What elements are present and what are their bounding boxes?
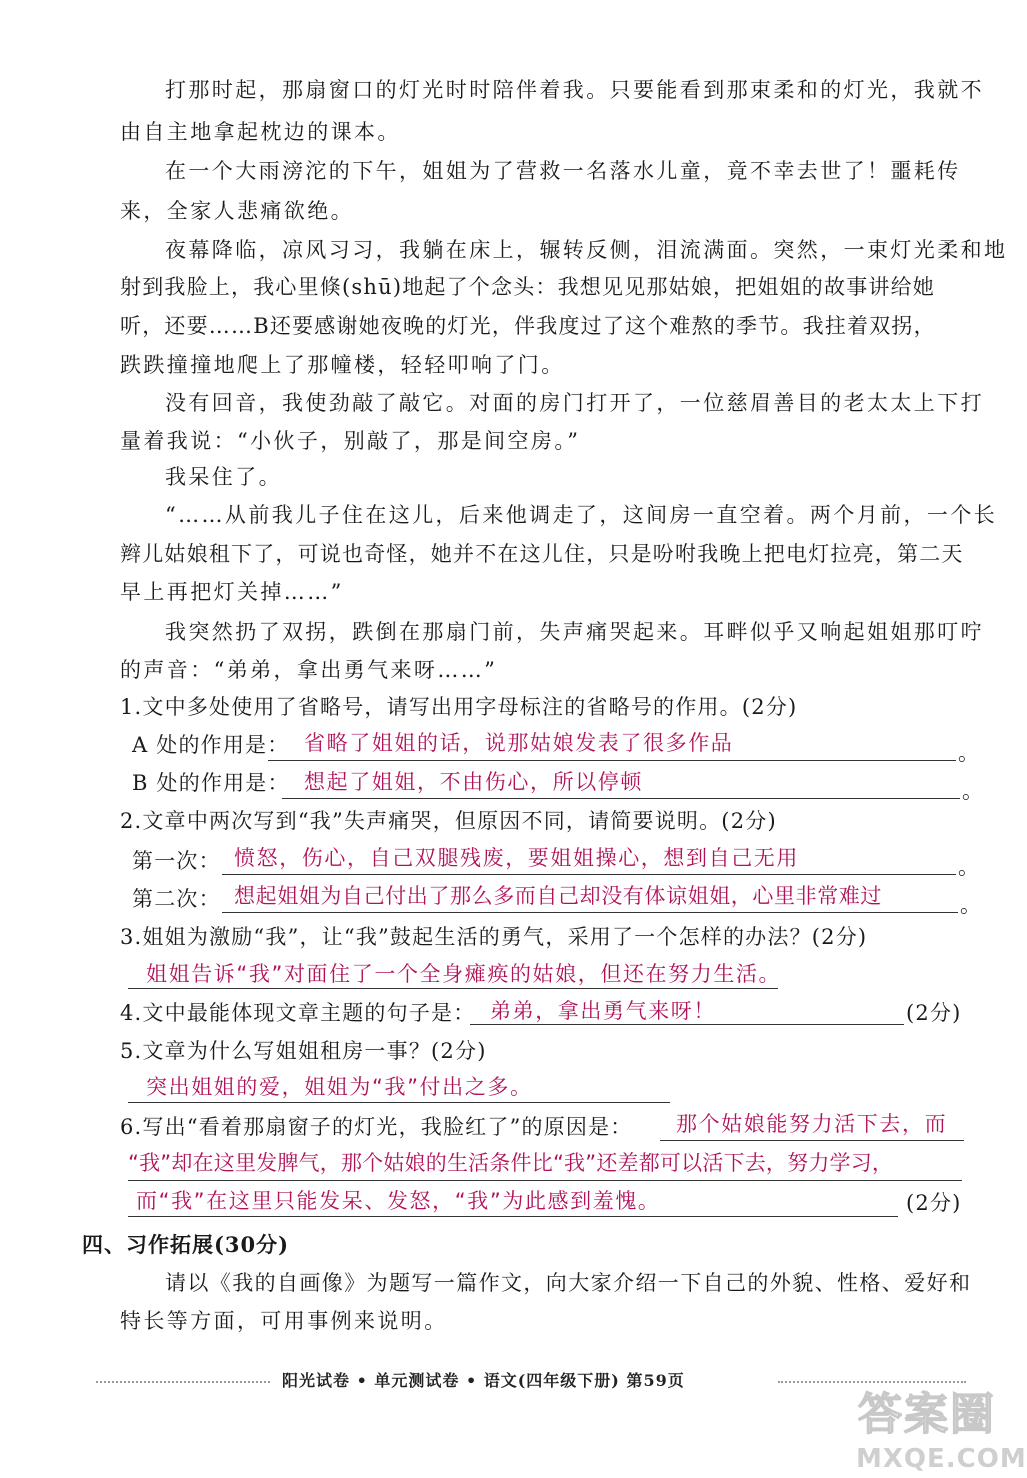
q1-b-underline [282,798,960,799]
watermark-logo: 答案圈 [858,1389,996,1440]
question-4: 4.文中最能体现文章主题的句子是： [120,1001,476,1025]
period-mark: 。 [958,855,982,879]
watermark-url: MXQE.COM [856,1444,1027,1474]
passage-line: “……从前我儿子住在这儿，后来他调走了，这间房一直空着。两个月前，一个长 [165,503,998,527]
passage-line: 听，还要……B还要感谢她夜晚的灯光，伴我度过了这个难熬的季节。我拄着双拐， [120,314,936,338]
q3-underline [128,988,778,989]
passage-line: 我呆住了。 [165,465,282,489]
q4-answer: 弟弟，拿出勇气来呀！ [490,999,716,1023]
q6-score: (2分) [906,1191,962,1215]
q2-second-answer: 想起姐姐为自己付出了那么多而自己却没有体谅姐姐，心里非常难过 [234,884,882,908]
q2-second-underline [222,912,958,913]
q1-b-answer: 想起了姐姐，不由伤心，所以停顿 [304,770,643,794]
passage-line: 打那时起，那扇窗口的灯光时时陪伴着我。只要能看到那束柔和的灯光，我就不 [165,78,984,102]
section-4-heading: 四、习作拓展(30分) [82,1232,290,1257]
q4-score: (2分) [906,1001,962,1025]
period-mark: 。 [960,893,984,917]
q4-underline [470,1024,904,1025]
passage-line: 夜幕降临，凉风习习，我躺在床上，辗转反侧，泪流满面。突然，一束灯光柔和地 [165,238,1008,262]
passage-line: 在一个大雨滂沱的下午，姐姐为了营救一名落水儿童，竟不幸去世了！噩耗传 [165,159,961,183]
passage-line: 量着我说：“小伙子，别敲了，那是间空房。” [120,429,581,453]
q1-a-label: A 处的作用是： [132,733,290,757]
q6-underline-3 [128,1216,898,1217]
q2-first-answer: 愤怒，伤心，自己双腿残废，要姐姐操心，想到自己无用 [234,846,799,870]
passage-line: 早上再把灯关掉……” [120,580,344,604]
section-4-prompt: 特长等方面，可用事例来说明。 [120,1309,448,1333]
question-1: 1.文中多处使用了省略号，请写出用字母标注的省略号的作用。(2分) [120,695,798,719]
question-5: 5.文章为什么写姐姐租房一事？(2分) [120,1039,487,1063]
passage-line: 辫儿姑娘租下了，可说也奇怪，她并不在这儿住，只是吩咐我晚上把电灯拉亮，第二天 [120,542,964,566]
q6-answer-1: 那个姑娘能努力活下去，而 [676,1112,948,1136]
question-3: 3.姐姐为激励“我”，让“我”鼓起生活的勇气，采用了一个怎样的办法？(2分) [120,925,868,949]
passage-line: 跌跌撞撞地爬上了那幢楼，轻轻叩响了门。 [120,353,565,377]
q6-underline-2 [128,1180,962,1181]
passage-line: 没有回音，我使劲敲了敲它。对面的房门打开了，一位慈眉善目的老太太上下打 [165,391,984,415]
passage-line: 的声音：“弟弟，拿出勇气来呀……” [120,658,498,682]
watermark [856,1382,1027,1476]
q1-b-label: B 处的作用是： [132,771,290,795]
q6-answer-3: 而“我”在这里只能发呆、发怒，“我”为此感到羞愧。 [136,1189,661,1213]
q1-a-answer: 省略了姐姐的话，说那姑娘发表了很多作品 [304,731,734,755]
period-mark: 。 [958,741,982,765]
q2-first-underline [222,874,956,875]
question-6: 6.写出“看着那扇窗子的灯光，我脸红了”的原因是： [120,1115,633,1139]
period-mark: 。 [962,779,986,803]
q5-underline [128,1102,670,1103]
q2-first-label: 第一次： [132,849,221,873]
passage-line: 射到我脸上，我心里倏(shū)地起了个念头：我想见见那姑娘，把姐姐的故事讲给她 [120,275,936,299]
q6-underline-1 [660,1140,964,1141]
passage-line: 由自主地拿起枕边的课本。 [120,120,401,144]
passage-line: 来，全家人悲痛欲绝。 [120,199,354,223]
question-2: 2.文章中两次写到“我”失声痛哭，但原因不同，请简要说明。(2分) [120,809,777,833]
footer-dots-left [96,1381,270,1383]
q3-answer: 姐姐告诉“我”对面住了一个全身瘫痪的姑娘，但还在努力生活。 [146,962,782,986]
q2-second-label: 第二次： [132,887,221,911]
section-4-prompt: 请以《我的自画像》为题写一篇作文，向大家介绍一下自己的外貌、性格、爱好和 [165,1271,972,1295]
q6-answer-2: “我”却在这里发脾气，那个姑娘的生活条件比“我”还差都可以活下去，努力学习， [128,1151,894,1175]
passage-line: 我突然扔了双拐，跌倒在那扇门前，失声痛哭起来。耳畔似乎又响起姐姐那叮咛 [165,620,984,644]
footer-text: 阳光试卷 • 单元测试卷 • 语文(四年级下册) 第59页 [282,1371,685,1390]
q5-answer: 突出姐姐的爱，姐姐为“我”付出之多。 [146,1075,533,1099]
q1-a-underline [268,760,956,761]
